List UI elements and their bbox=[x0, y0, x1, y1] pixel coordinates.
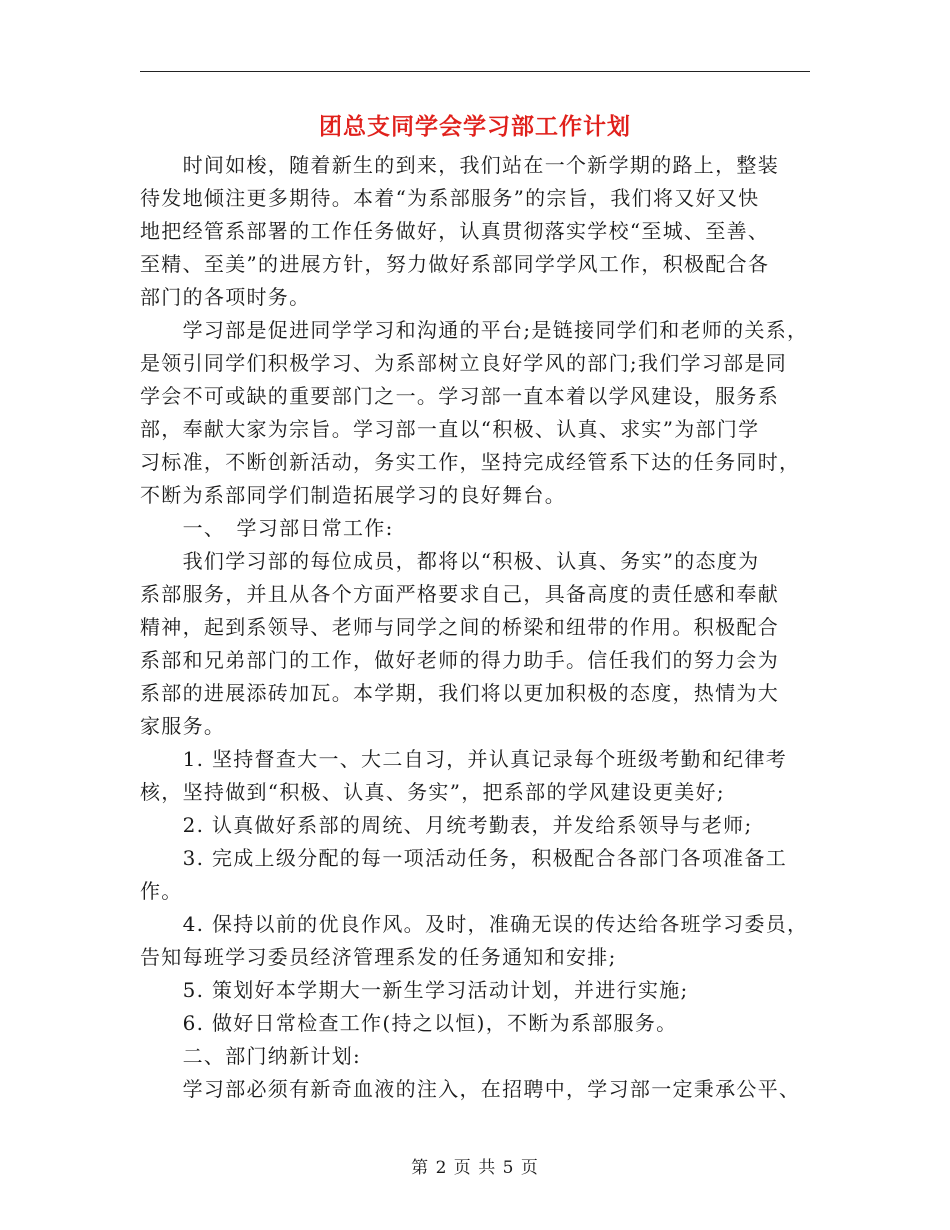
body-line: 作。 bbox=[140, 879, 183, 903]
page-footer: 第 2 页 共 5 页 bbox=[411, 1158, 539, 1178]
body-line: 学习部必须有新奇血液的注入，在招聘中，学习部一定秉承公平、 bbox=[140, 1077, 801, 1101]
body-line: 学习部是促进同学学习和沟通的平台;是链接同学们和老师的关系， bbox=[140, 318, 809, 342]
body-line: 学会不可或缺的重要部门之一。学习部一直本着以学风建设，服务系 bbox=[140, 384, 779, 408]
body-line: 是领引同学们积极学习、为系部树立良好学风的部门;我们学习部是同 bbox=[140, 351, 788, 375]
body-line: 部，奉献大家为宗旨。学习部一直以“积极、认真、求实”为部门学 bbox=[140, 417, 760, 441]
list-item: 5. 策划好本学期大一新生学习活动计划，并进行实施; bbox=[140, 978, 689, 1002]
section-heading: 二、部门纳新计划: bbox=[140, 1044, 362, 1068]
body-line: 我们学习部的每位成员，都将以“积极、认真、务实”的态度为 bbox=[140, 549, 760, 573]
list-item: 6. 做好日常检查工作(持之以恒)，不断为系部服务。 bbox=[140, 1011, 678, 1035]
body-line: 时间如梭，随着新生的到来，我们站在一个新学期的路上，整装 bbox=[140, 153, 779, 177]
body-line: 家服务。 bbox=[140, 714, 226, 738]
body-line: 地把经管系部署的工作任务做好，认真贯彻落实学校“至城、至善、 bbox=[140, 219, 770, 243]
list-item: 4. 保持以前的优良作风。及时，准确无误的传达给各班学习委员， bbox=[140, 912, 809, 936]
body-line: 不断为系部同学们制造拓展学习的良好舞台。 bbox=[140, 483, 566, 507]
section-heading: 一、 学习部日常工作: bbox=[140, 516, 394, 540]
body-line: 待发地倾注更多期待。本着“为系部服务”的宗旨，我们将又好又快 bbox=[140, 186, 760, 210]
list-item: 2. 认真做好系部的周统、月统考勤表，并发给系领导与老师; bbox=[140, 813, 753, 837]
body-line: 习标准，不断创新活动，务实工作，坚持完成经管系下达的任务同时， bbox=[140, 450, 801, 474]
body-line: 精神，起到系领导、老师与同学之间的桥梁和纽带的作用。积极配合 bbox=[140, 615, 779, 639]
body-line: 至精、至美”的进展方针，努力做好系部同学学风工作，积极配合各 bbox=[140, 252, 770, 276]
list-item: 3. 完成上级分配的每一项活动任务，积极配合各部门各项准备工 bbox=[140, 846, 788, 870]
body-line: 部门的各项时务。 bbox=[140, 285, 311, 309]
body-line: 系部的进展添砖加瓦。本学期，我们将以更加积极的态度，热情为大 bbox=[140, 681, 779, 705]
body-line: 系部服务，并且从各个方面严格要求自己，具备高度的责任感和奉献 bbox=[140, 582, 779, 606]
document-title: 团总支同学会学习部工作计划 bbox=[319, 113, 631, 140]
body-line: 系部和兄弟部门的工作，做好老师的得力助手。信任我们的努力会为 bbox=[140, 648, 779, 672]
header-rule bbox=[140, 71, 810, 72]
body-line: 核，坚持做到“积极、认真、务实”，把系部的学风建设更美好; bbox=[140, 780, 725, 804]
body-line: 告知每班学习委员经济管理系发的任务通知和安排; bbox=[140, 945, 617, 969]
list-item: 1. 坚持督查大一、大二自习，并认真记录每个班级考勤和纪律考 bbox=[140, 747, 788, 771]
